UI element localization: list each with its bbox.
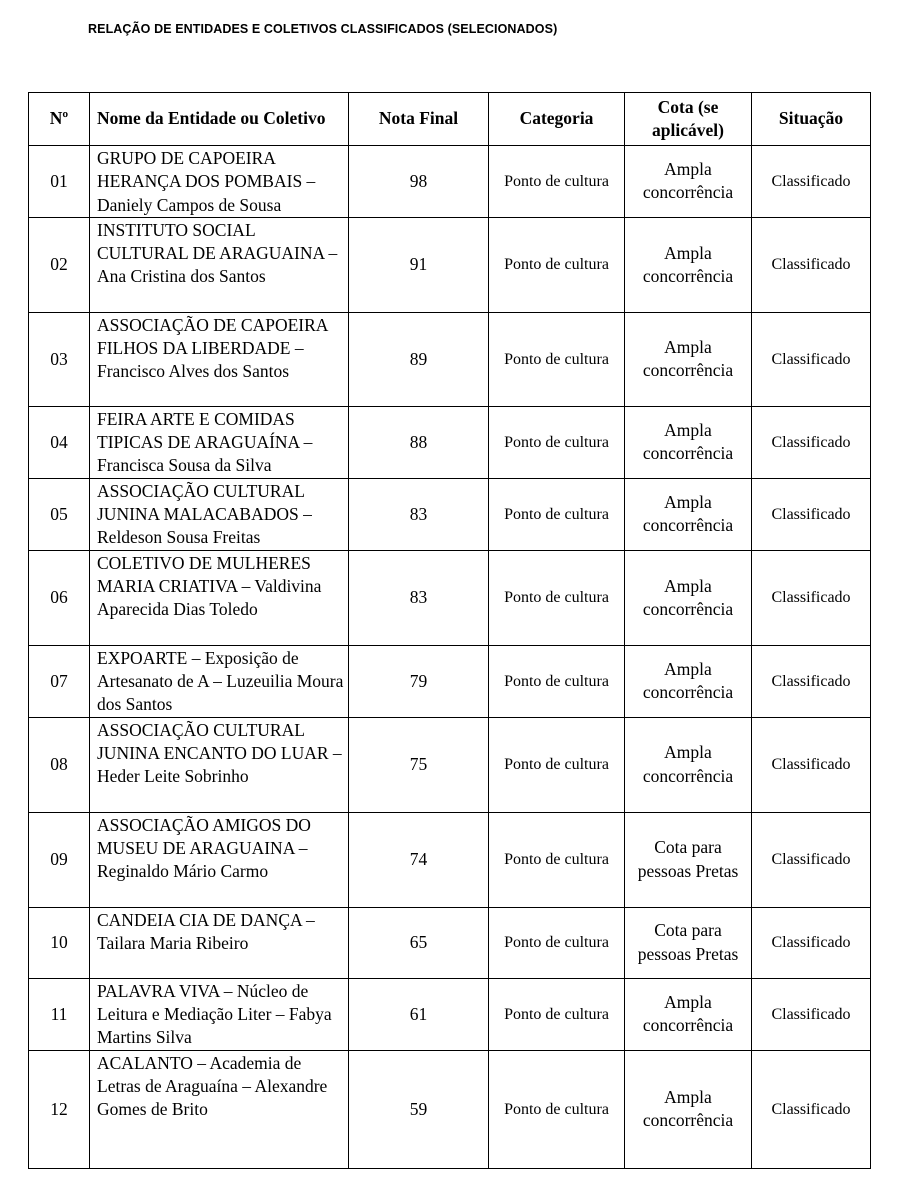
- final-score-cell: 91: [349, 217, 489, 312]
- entity-name-cell: EXPOARTE – Exposição de Artesanato de A – Luzeuilia Moura dos Santos: [90, 645, 349, 717]
- status-cell: Classificado: [752, 1050, 871, 1168]
- status-cell: Classificado: [752, 146, 871, 218]
- quota-cell: Ampla concorrência: [625, 717, 752, 812]
- status-cell: Classificado: [752, 478, 871, 550]
- category-cell: Ponto de cultura: [489, 217, 625, 312]
- quota-cell: Ampla concorrência: [625, 478, 752, 550]
- row-number-cell: 07: [29, 645, 90, 717]
- category-cell: Ponto de cultura: [489, 907, 625, 978]
- table-row: [29, 312, 871, 406]
- row-number-cell: 06: [29, 550, 90, 645]
- category-cell: Ponto de cultura: [489, 406, 625, 478]
- status-cell: Classificado: [752, 717, 871, 812]
- row-number-cell: 03: [29, 312, 90, 406]
- entity-name-cell: ASSOCIAÇÃO CULTURAL JUNINA MALACABADOS – Reldeson Sousa Freitas: [90, 478, 349, 550]
- category-cell: Ponto de cultura: [489, 146, 625, 218]
- final-score-cell: 79: [349, 645, 489, 717]
- category-cell: Ponto de cultura: [489, 312, 625, 406]
- final-score-cell: 74: [349, 812, 489, 907]
- table-body: [29, 146, 871, 1169]
- quota-cell: Ampla concorrência: [625, 550, 752, 645]
- category-cell: Ponto de cultura: [489, 645, 625, 717]
- table-row: [29, 1050, 871, 1168]
- category-cell: Ponto de cultura: [489, 812, 625, 907]
- entity-name-cell: CANDEIA CIA DE DANÇA – Tailara Maria Ribeiro: [90, 907, 349, 978]
- entity-name-cell: ASSOCIAÇÃO AMIGOS DO MUSEU DE ARAGUAINA – Reginaldo Mário Carmo: [90, 812, 349, 907]
- table-header-row: [29, 93, 871, 146]
- final-score-cell: 75: [349, 717, 489, 812]
- quota-cell: Ampla concorrência: [625, 217, 752, 312]
- row-number-cell: 10: [29, 907, 90, 978]
- entity-name-cell: FEIRA ARTE E COMIDAS TIPICAS DE ARAGUAÍNA – Francisca Sousa da Silva: [90, 406, 349, 478]
- category-cell: Ponto de cultura: [489, 550, 625, 645]
- entity-name-cell: ASSOCIAÇÃO CULTURAL JUNINA ENCANTO DO LUAR – Heder Leite Sobrinho: [90, 717, 349, 812]
- quota-cell: Ampla concorrência: [625, 146, 752, 218]
- category-cell: Ponto de cultura: [489, 717, 625, 812]
- table-row: [29, 717, 871, 812]
- header-name: Nome da Entidade ou Coletivo: [90, 93, 349, 146]
- status-cell: Classificado: [752, 645, 871, 717]
- quota-cell: Ampla concorrência: [625, 406, 752, 478]
- quota-cell: Cota para pessoas Pretas: [625, 907, 752, 978]
- final-score-cell: 83: [349, 478, 489, 550]
- final-score-cell: 89: [349, 312, 489, 406]
- header-category: Categoria: [489, 93, 625, 146]
- header-score: Nota Final: [349, 93, 489, 146]
- row-number-cell: 02: [29, 217, 90, 312]
- table-row: [29, 907, 871, 978]
- table-row: [29, 550, 871, 645]
- table-row: [29, 645, 871, 717]
- row-number-cell: 12: [29, 1050, 90, 1168]
- quota-cell: Ampla concorrência: [625, 978, 752, 1050]
- header-num: Nº: [29, 93, 90, 146]
- entity-name-cell: ACALANTO – Academia de Letras de Araguaína – Alexandre Gomes de Brito: [90, 1050, 349, 1168]
- table-row: [29, 478, 871, 550]
- final-score-cell: 88: [349, 406, 489, 478]
- table-row: [29, 812, 871, 907]
- entity-name-cell: COLETIVO DE MULHERES MARIA CRIATIVA – Valdivina Aparecida Dias Toledo: [90, 550, 349, 645]
- quota-cell: Cota para pessoas Pretas: [625, 812, 752, 907]
- final-score-cell: 98: [349, 146, 489, 218]
- row-number-cell: 08: [29, 717, 90, 812]
- status-cell: Classificado: [752, 312, 871, 406]
- category-cell: Ponto de cultura: [489, 978, 625, 1050]
- entity-name-cell: GRUPO DE CAPOEIRA HERANÇA DOS POMBAIS – Daniely Campos de Sousa: [90, 146, 349, 218]
- row-number-cell: 11: [29, 978, 90, 1050]
- classification-table: [28, 92, 871, 1169]
- header-quota: Cota (se aplicável): [625, 93, 752, 146]
- final-score-cell: 83: [349, 550, 489, 645]
- status-cell: Classificado: [752, 907, 871, 978]
- document-title: RELAÇÃO DE ENTIDADES E COLETIVOS CLASSIFICADOS (SELECIONADOS): [88, 22, 558, 36]
- entity-name-cell: PALAVRA VIVA – Núcleo de Leitura e Mediação Liter – Fabya Martins Silva: [90, 978, 349, 1050]
- table-row: [29, 146, 871, 218]
- final-score-cell: 59: [349, 1050, 489, 1168]
- quota-cell: Ampla concorrência: [625, 1050, 752, 1168]
- category-cell: Ponto de cultura: [489, 1050, 625, 1168]
- row-number-cell: 01: [29, 146, 90, 218]
- quota-cell: Ampla concorrência: [625, 312, 752, 406]
- status-cell: Classificado: [752, 550, 871, 645]
- row-number-cell: 04: [29, 406, 90, 478]
- final-score-cell: 65: [349, 907, 489, 978]
- category-cell: Ponto de cultura: [489, 478, 625, 550]
- row-number-cell: 09: [29, 812, 90, 907]
- status-cell: Classificado: [752, 217, 871, 312]
- row-number-cell: 05: [29, 478, 90, 550]
- header-status: Situação: [752, 93, 871, 146]
- status-cell: Classificado: [752, 812, 871, 907]
- final-score-cell: 61: [349, 978, 489, 1050]
- quota-cell: Ampla concorrência: [625, 645, 752, 717]
- entity-name-cell: INSTITUTO SOCIAL CULTURAL DE ARAGUAINA – Ana Cristina dos Santos: [90, 217, 349, 312]
- entity-name-cell: ASSOCIAÇÃO DE CAPOEIRA FILHOS DA LIBERDADE – Francisco Alves dos Santos: [90, 312, 349, 406]
- table-row: [29, 217, 871, 312]
- status-cell: Classificado: [752, 406, 871, 478]
- table-row: [29, 978, 871, 1050]
- table-row: [29, 406, 871, 478]
- status-cell: Classificado: [752, 978, 871, 1050]
